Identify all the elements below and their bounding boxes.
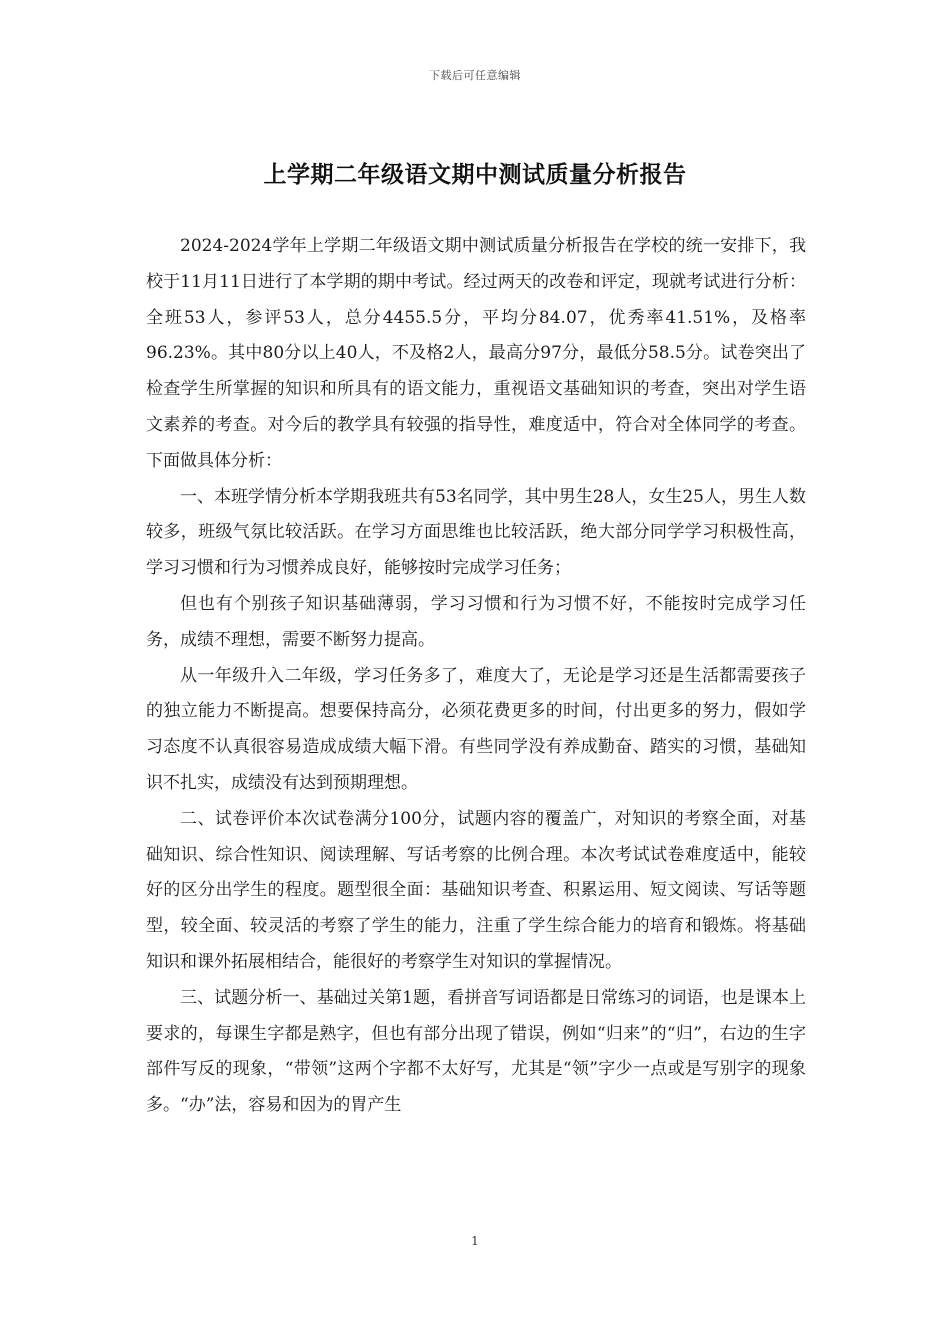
- document-title: 上学期二年级语文期中测试质量分析报告: [263, 162, 687, 188]
- document-body: [146, 229, 806, 1124]
- paragraph-intro: 2024-2024学年上学期二年级语文期中测试质量分析报告在学校的统一安排下，我校于11月11日进行了本学期的期中考试。经过两天的改卷和评定，现就考试进行分析：全班53人，参评53人，总分4455.5分，平均分84.07，优秀率41.51%，及格率96.23%。其中80分以上40人，不及格2人，最高分97分，最低分58.5分。试卷突出了检查学生所掌握的知识和所具有的语文能力，重视语文基础知识的考查，突出对学生语文素养的考查。对今后的教学具有较强的指导性，难度适中，符合对全体同学的考查。下面做具体分析：: [146, 236, 806, 471]
- header-note: 下载后可任意编辑: [429, 69, 521, 82]
- paragraph-paper-evaluation: 二、试卷评价本次试卷满分100分，试题内容的覆盖广，对知识的考察全面，对基础知识、综合性知识、阅读理解、写话考察的比例合理。本次考试试卷难度适中，能较好的区分出学生的程度。题型很全面：基础知识考查、积累运用、短文阅读、写话等题型，较全面、较灵活的考察了学生的能力，注重了学生综合能力的培育和锻炼。将基础知识和课外拓展相结合，能很好的考察学生对知识的掌握情况。: [146, 808, 806, 972]
- paragraph-class-analysis: 一、本班学情分析本学期我班共有53名同学，其中男生28人，女生25人，男生人数较多，班级气氛比较活跃。在学习方面思维也比较活跃，绝大部分同学学习积极性高，学习习惯和行为习惯养成良好，能够按时完成学习任务；: [146, 486, 806, 579]
- page-number: 1: [471, 1234, 479, 1248]
- paragraph-weak-students: 但也有个别孩子知识基础薄弱，学习习惯和行为习惯不好，不能按时完成学习任务，成绩不理想，需要不断努力提高。: [146, 593, 806, 650]
- paragraph-question-analysis: 三、试题分析一、基础过关第1题，看拼音写词语都是日常练习的词语，也是课本上要求的，每课生字都是熟字，但也有部分出现了错误，例如“归来”的“归”，右边的生字部件写反的现象，“带领”这两个字都不太好写，尤其是“领”字少一点或是写别字的现象多。“办”法，容易和因为的胃产生: [146, 987, 806, 1116]
- paragraph-grade-transition: 从一年级升入二年级，学习任务多了，难度大了，无论是学习还是生活都需要孩子的独立能力不断提高。想要保持高分，必须花费更多的时间，付出更多的努力，假如学习态度不认真很容易造成成绩大幅下滑。有些同学没有养成勤奋、踏实的习惯，基础知识不扎实，成绩没有达到预期理想。: [146, 665, 806, 793]
